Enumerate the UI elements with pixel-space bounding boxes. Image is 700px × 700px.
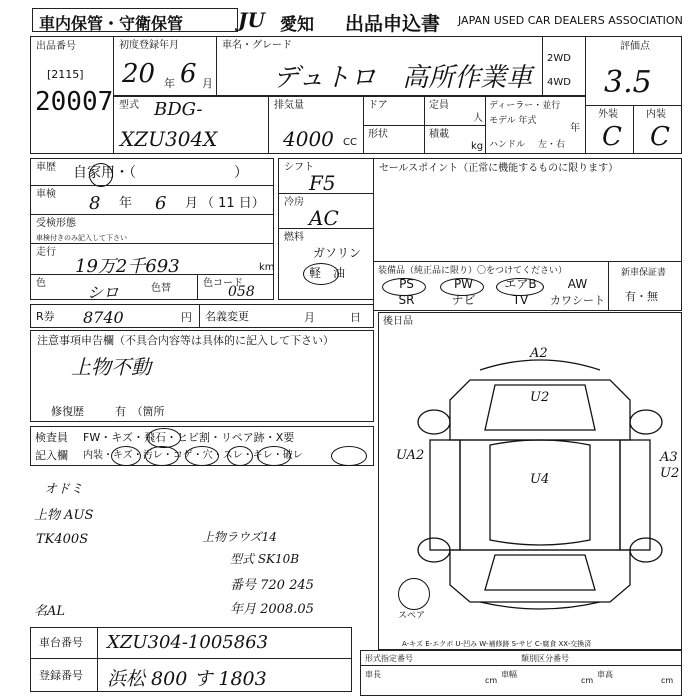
- interior-cell: [633, 105, 682, 154]
- color-cell: [30, 274, 198, 300]
- remark-body-date: 年月 2008.05: [230, 602, 314, 617]
- notes-value: 上物不動: [71, 355, 151, 379]
- inspector-entry-label: 記入欄: [35, 449, 68, 462]
- model-label: 車名・グレード: [222, 40, 292, 51]
- inspection-year-unit: 年: [119, 196, 133, 211]
- diagram-mark-u2-top: U2: [530, 390, 550, 405]
- burn-circle: [185, 446, 219, 466]
- diagram-mark-u2-side: U2: [660, 466, 680, 481]
- dealer-year-unit: 年: [570, 123, 580, 134]
- equipment-pw: PW: [453, 277, 474, 291]
- storage-stamp: [32, 8, 238, 32]
- warranty-label: 新車保証書: [621, 268, 667, 278]
- dims-length-unit: cm: [485, 676, 498, 685]
- dims-width-unit: cm: [581, 676, 594, 685]
- dims-label: 形式指定番号: [365, 654, 413, 663]
- shape-label: 形状: [368, 129, 388, 140]
- capacity-label: 定員: [429, 100, 449, 111]
- equipment-airbag: エアB: [504, 277, 537, 291]
- cooler-cell: [278, 193, 374, 229]
- lot-label: 出品番号: [36, 41, 76, 52]
- ps-circle: [382, 278, 426, 296]
- recycle-value: 8740: [83, 308, 124, 327]
- model-value: デュトロ 高所作業車: [273, 63, 533, 93]
- diagram-mark-u4: U4: [530, 472, 550, 487]
- interior-label: 内装: [646, 109, 666, 120]
- dealer-label: ディーラー・並行: [489, 101, 561, 111]
- divider: [97, 628, 98, 658]
- load-unit: kg: [471, 141, 484, 152]
- color-change-label: 色替: [151, 283, 171, 294]
- color-code-value: 058: [228, 284, 255, 300]
- chassis-cell: [30, 627, 352, 659]
- inspector-label: 検査員: [35, 431, 68, 444]
- dims-height-unit: cm: [661, 676, 674, 685]
- dealer-model-year: モデル 年式: [489, 116, 537, 126]
- model-cell: [216, 36, 543, 96]
- stone-chip-circle: [147, 428, 181, 448]
- lot-sub: [2115]: [47, 68, 84, 81]
- remark-upper-body: 上物 AUS: [34, 508, 94, 523]
- cooler-label: 冷房: [284, 197, 304, 208]
- color-code-label: 色コード: [203, 278, 243, 289]
- dims-width: 車幅: [501, 670, 517, 679]
- damage-legend: A-キズ E-エクボ U-凹み W-補修跡 S-サビ C-腐食 XX-交換済: [402, 640, 592, 648]
- history-cell: [30, 158, 274, 186]
- pw-circle: [440, 278, 484, 296]
- diesel-circle: [303, 263, 339, 285]
- scratch-circle: [111, 446, 141, 466]
- acceptance-label: 受検形態: [36, 218, 76, 229]
- fuel-value-2: 軽 油: [309, 266, 346, 280]
- chassis-label: 車台番号: [39, 636, 83, 649]
- private-use-circle: [89, 163, 113, 187]
- plate-cell: [30, 658, 352, 692]
- notes-label: 注意事項申告欄（不具合内容等は具体的に記入して下さい）: [37, 334, 334, 347]
- capacity-unit: 人: [473, 113, 483, 124]
- diagram-mark-a3: A3: [660, 450, 678, 465]
- lot-cell: [30, 36, 114, 154]
- registration-label: 初度登録年月: [119, 40, 179, 51]
- dims-length: 車長: [365, 670, 381, 679]
- equipment-tv: TV: [512, 293, 529, 307]
- type-value: BDG-: [154, 99, 203, 120]
- grade-label: 評価点: [620, 41, 650, 52]
- history-label: 車歴: [36, 162, 56, 173]
- grade-value: 3.5: [604, 65, 652, 100]
- shape-cell: [363, 125, 425, 154]
- inspector-list: FW・キズ・飛石・ヒビ割・リペア跡・X要: [83, 431, 295, 444]
- inspection-month-unit: 月: [185, 196, 199, 211]
- ju-logo: [238, 8, 278, 32]
- displacement-value: 4000: [283, 127, 334, 151]
- storage-stamp-text: 車内保管・守衛保管: [39, 14, 184, 33]
- fuel-label: 燃料: [284, 232, 304, 243]
- drive-cell: [542, 36, 586, 96]
- diagram-mark-a2: A2: [530, 346, 548, 361]
- repair-value: 有 （箇所: [115, 405, 165, 418]
- exterior-label: 外装: [598, 109, 618, 120]
- divider: [97, 659, 98, 691]
- inspection-label: 車検: [36, 189, 56, 200]
- chassis-type-value: XZU304X: [120, 127, 218, 151]
- registration-year-unit: 年: [164, 77, 175, 90]
- tear-circle: [331, 446, 367, 466]
- recycle-cell: [30, 304, 200, 328]
- warranty-cell: [608, 261, 682, 311]
- grade-cell: [585, 36, 682, 106]
- acceptance-cell: [30, 214, 274, 244]
- name-change-cell: [199, 304, 374, 328]
- fuel-value-1: ガソリン: [313, 246, 362, 260]
- plate-value: 浜松 800 す 1803: [107, 668, 267, 690]
- form-title: 出品申込書: [345, 13, 441, 35]
- handle-options: 左・右: [538, 140, 566, 150]
- dims-cell: [360, 650, 682, 696]
- name-change-day: 日: [350, 311, 361, 324]
- equipment-leather-seat: カワシート: [550, 294, 605, 307]
- type-cell: [113, 96, 269, 154]
- inspection-month: 6: [155, 193, 167, 214]
- equipment-ps: PS: [399, 277, 414, 291]
- equipment-label: 装備品（純正品に限り）〇をつけてください）: [378, 266, 568, 276]
- remark-name: 名AL: [34, 604, 66, 619]
- ju-logo-mark: JU: [238, 8, 265, 32]
- dims-height: 車高: [597, 670, 613, 679]
- diagram-mark-ua2: UA2: [396, 448, 425, 463]
- inspection-day: （ 11 日）: [201, 196, 265, 211]
- repair-label: 修復歴: [51, 405, 84, 418]
- lot-number: 20007: [35, 87, 114, 117]
- inspection-year: 8: [89, 193, 101, 214]
- history-value: 自家用・（ ）: [73, 165, 248, 181]
- dims-label-2: 類別区分番号: [521, 654, 569, 663]
- mileage-unit: km: [259, 262, 275, 273]
- remark-odometer: オドミ: [44, 482, 84, 497]
- equipment-cell: [373, 261, 609, 311]
- acceptance-note: 車検付きのみ記入して下さい: [36, 234, 127, 242]
- name-change-label: 名義変更: [205, 310, 249, 323]
- shift-label: シフト: [284, 162, 314, 173]
- remark-body-number: 番号 720 245: [230, 578, 314, 593]
- drive-2wd: 2WD: [547, 53, 571, 64]
- mileage-value: 19万2千693: [75, 256, 180, 277]
- type-label: 型式: [119, 100, 139, 111]
- remark-body-type: 型式 SK10B: [230, 552, 300, 566]
- divider: [361, 665, 681, 666]
- cooler-value: AC: [309, 206, 339, 230]
- registration-year: 20: [122, 59, 156, 89]
- shift-value: F5: [309, 171, 336, 195]
- association-name: JAPAN USED CAR DEALERS ASSOCIATION: [458, 14, 683, 27]
- diagram-label: 後日品: [383, 316, 413, 327]
- org-name: 愛知: [280, 15, 314, 35]
- capacity-cell: [424, 96, 486, 126]
- color-label: 色: [36, 278, 46, 289]
- displacement-cell: [268, 96, 364, 154]
- remark-body-maker: 上物ラウズ14: [202, 530, 277, 544]
- inspector-list-2: 内装・キズ・汚レ・コゲ・穴・スレ・キレ・破レ: [83, 450, 303, 461]
- inspector-cell: [30, 426, 374, 466]
- chassis-value: XZU304-1005863: [107, 632, 269, 653]
- sales-point-label: セールスポイント（正常に機能するものに限ります）: [379, 163, 619, 174]
- mileage-label: 走行: [36, 247, 56, 258]
- hole-circle: [227, 446, 253, 466]
- remarks-area: [30, 470, 374, 620]
- displacement-label: 排気量: [274, 100, 304, 111]
- registration-cell: [113, 36, 217, 96]
- recycle-label: R券: [36, 310, 55, 323]
- doors-label: ドア: [368, 100, 388, 111]
- name-change-month: 月: [304, 311, 315, 324]
- displacement-unit: CC: [343, 137, 357, 148]
- registration-month: 6: [180, 59, 197, 89]
- plate-label: 登録番号: [39, 669, 83, 682]
- equipment-aw: AW: [567, 277, 588, 291]
- load-cell: [424, 125, 486, 154]
- recycle-unit: 円: [181, 311, 192, 324]
- warranty-value: 有・無: [625, 290, 658, 303]
- color-value: シロ: [87, 283, 120, 302]
- handle-label: ハンドル: [489, 140, 526, 150]
- notes-cell: [30, 330, 374, 422]
- inspection-cell: [30, 185, 274, 215]
- spare-label: スペア: [398, 611, 426, 621]
- shift-cell: [278, 158, 374, 194]
- fuel-cell: [278, 228, 374, 300]
- mileage-cell: [30, 243, 274, 275]
- sales-point-cell: [373, 158, 682, 262]
- dealer-cell: [485, 96, 586, 154]
- equipment-navi: ナビ: [451, 293, 476, 307]
- spare-tire-icon: [398, 578, 430, 610]
- registration-month-unit: 月: [202, 77, 213, 90]
- airbag-circle: [496, 278, 544, 296]
- exterior-value: C: [602, 122, 622, 152]
- exterior-cell: [585, 105, 634, 154]
- remark-model: TK400S: [36, 532, 89, 547]
- drive-4wd: 4WD: [547, 77, 571, 88]
- wear-circle: [257, 446, 291, 466]
- stain-circle: [145, 446, 179, 466]
- color-code-cell: [197, 274, 274, 300]
- load-label: 積載: [429, 129, 449, 140]
- doors-cell: [363, 96, 425, 126]
- interior-value: C: [650, 122, 670, 152]
- equipment-sr: SR: [398, 293, 415, 307]
